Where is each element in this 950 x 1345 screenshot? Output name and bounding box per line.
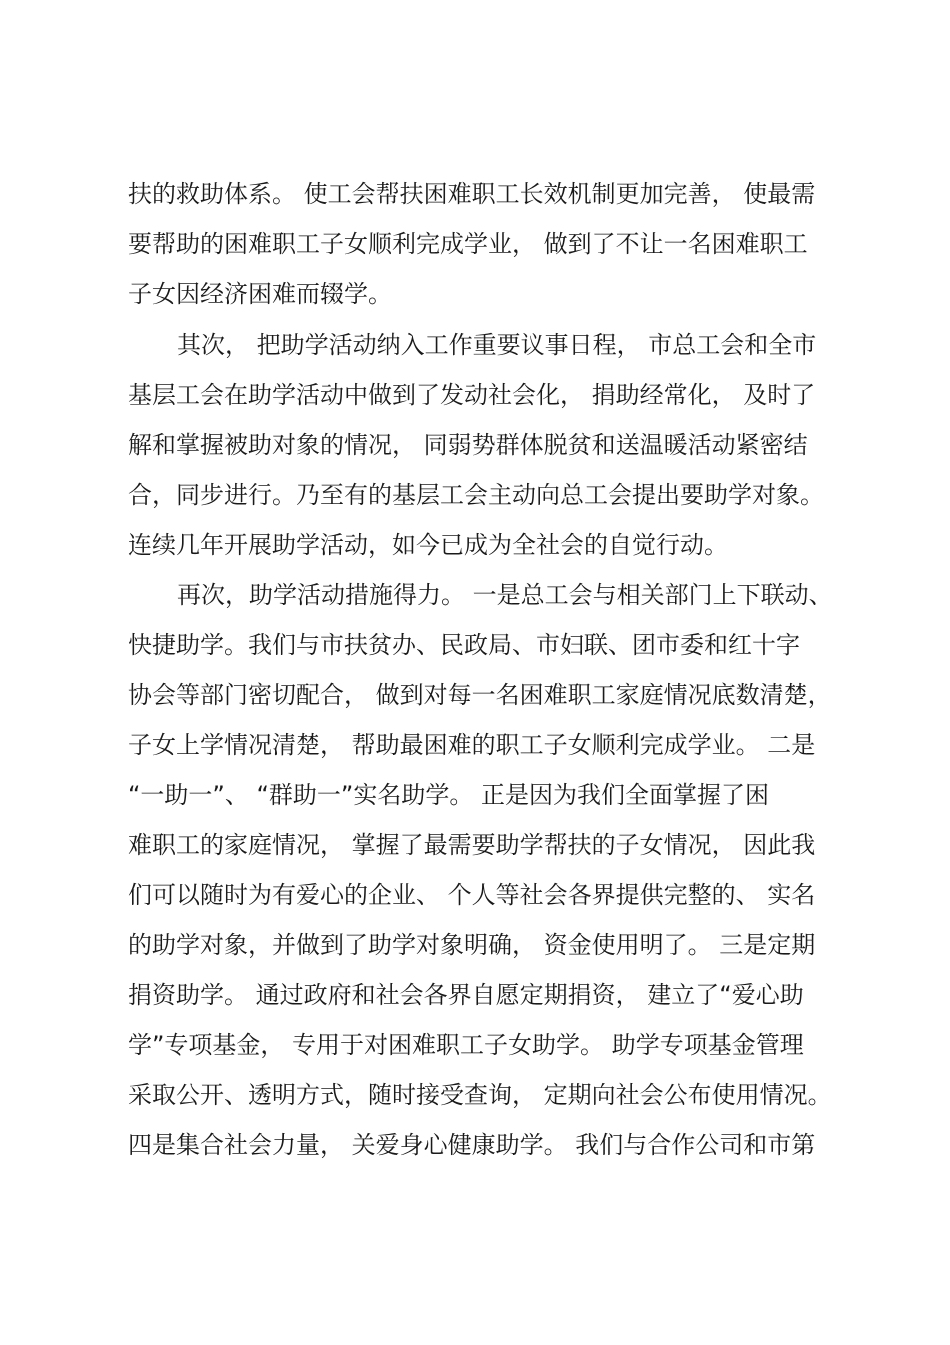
text-line-1: 扶的救助体系。 使工会帮扶困难职工长效机制更加完善， 使最需 — [128, 180, 816, 208]
text-line-9: 再次，助学活动措施得力。 一是总工会与相关部门上下联动、 — [177, 581, 833, 609]
text-line-16: 的助学对象，并做到了助学对象明确， 资金使用明了。 三是定期 — [128, 931, 816, 959]
text-line-10: 快捷助学。我们与市扶贫办、民政局、市妇联、团市委和红十字 — [128, 631, 800, 659]
text-line-14: 难职工的家庭情况， 掌握了最需要助学帮扶的子女情况， 因此我 — [128, 831, 816, 859]
text-line-2: 要帮助的困难职工子女顺利完成学业， 做到了不让一名困难职工 — [128, 230, 808, 258]
text-line-5: 基层工会在助学活动中做到了发动社会化， 捐助经常化， 及时了 — [128, 381, 816, 409]
text-line-13: “一助一”、 “群助一”实名助学。 正是因为我们全面掌握了困 — [128, 781, 769, 809]
text-line-3: 子女因经济困难而辍学。 — [128, 280, 392, 308]
text-line-11: 协会等部门密切配合， 做到对每一名困难职工家庭情况底数清楚， — [128, 681, 832, 709]
text-line-4: 其次， 把助学活动纳入工作重要议事日程， 市总工会和全市 — [177, 331, 817, 359]
text-line-17: 捐资助学。 通过政府和社会各界自愿定期捐资， 建立了“爱心助 — [128, 981, 804, 1009]
text-line-18: 学”专项基金， 专用于对困难职工子女助学。 助学专项基金管理 — [128, 1031, 804, 1059]
text-line-19: 采取公开、透明方式，随时接受查询， 定期向社会公布使用情况。 — [128, 1081, 832, 1109]
text-line-20: 四是集合社会力量， 关爱身心健康助学。 我们与合作公司和市第 — [128, 1131, 816, 1159]
text-line-8: 连续几年开展助学活动，如今已成为全社会的自觉行动。 — [128, 531, 728, 559]
text-line-6: 解和掌握被助对象的情况， 同弱势群体脱贫和送温暖活动紧密结 — [128, 431, 808, 459]
text-line-15: 们可以随时为有爱心的企业、 个人等社会各界提供完整的、 实名 — [128, 881, 816, 909]
text-line-12: 子女上学情况清楚， 帮助最困难的职工子女顺利完成学业。 二是 — [128, 731, 816, 759]
text-line-7: 合，同步进行。乃至有的基层工会主动向总工会提出要助学对象。 — [128, 481, 824, 509]
